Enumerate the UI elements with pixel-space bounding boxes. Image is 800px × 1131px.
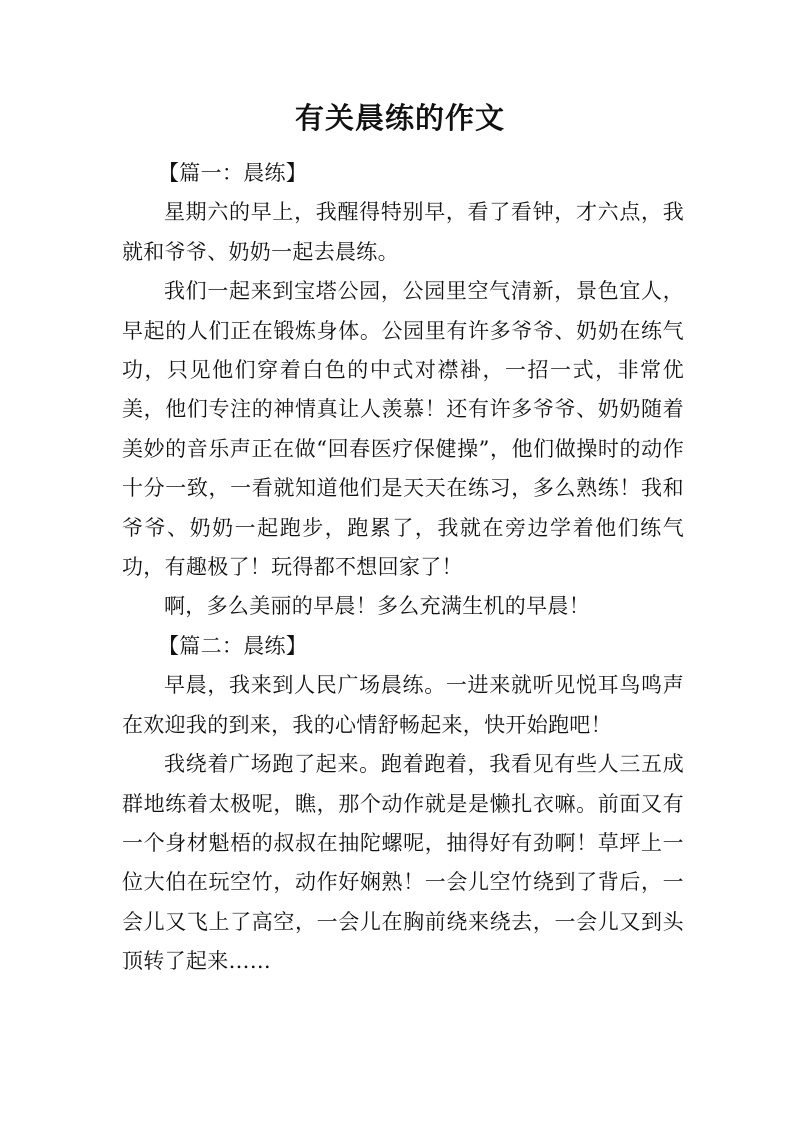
paragraph: 星期六的早上，我醒得特别早，看了看钟，才六点，我就和爷爷、奶奶一起去晨练。: [122, 200, 684, 264]
page-title: 有关晨练的作文: [294, 101, 505, 135]
paragraph: 我绕着广场跑了起来。跑着跑着，我看见有些人三五成群地练着太极呢，瞧，那个动作就是是懒扎衣嘛。前面又有一个身材魁梧的叔叔在抽陀螺呢，抽得好有劲啊！草坪上一位大伯在玩空竹，动作好娴熟！一会儿空竹绕到了背后，一会儿又飞上了高空，一会儿在胸前绕来绕去，一会儿又到头顶转了起来……: [122, 752, 684, 974]
section-heading-1: 【篇一：晨练】: [158, 161, 308, 185]
paragraph: 啊，多么美丽的早晨！多么充满生机的早晨！: [164, 594, 590, 619]
document-body: [122, 154, 684, 982]
paragraph: 我们一起来到宝塔公园，公园里空气清新，景色宜人，早起的人们正在锻炼身体。公园里有许多爷爷、奶奶在练气功，只见他们穿着白色的中式对襟褂，一招一式，非常优美，他们专注的神情真让人羡慕！还有许多爷爷、奶奶随着美妙的音乐声正在做“回春医疗保健操”，他们做操时的动作十分一致，一看就知道他们是天天在练习，多么熟练！我和爷爷、奶奶一起跑步，跑累了，我就在旁边学着他们练气功，有趣极了！玩得都不想回家了！: [122, 279, 684, 580]
section-heading-2: 【篇二：晨练】: [158, 633, 308, 658]
paragraph: 早晨，我来到人民广场晨练。一进来就听见悦耳鸟鸣声在欢迎我的到来，我的心情舒畅起来，快开始跑吧！: [122, 673, 684, 737]
